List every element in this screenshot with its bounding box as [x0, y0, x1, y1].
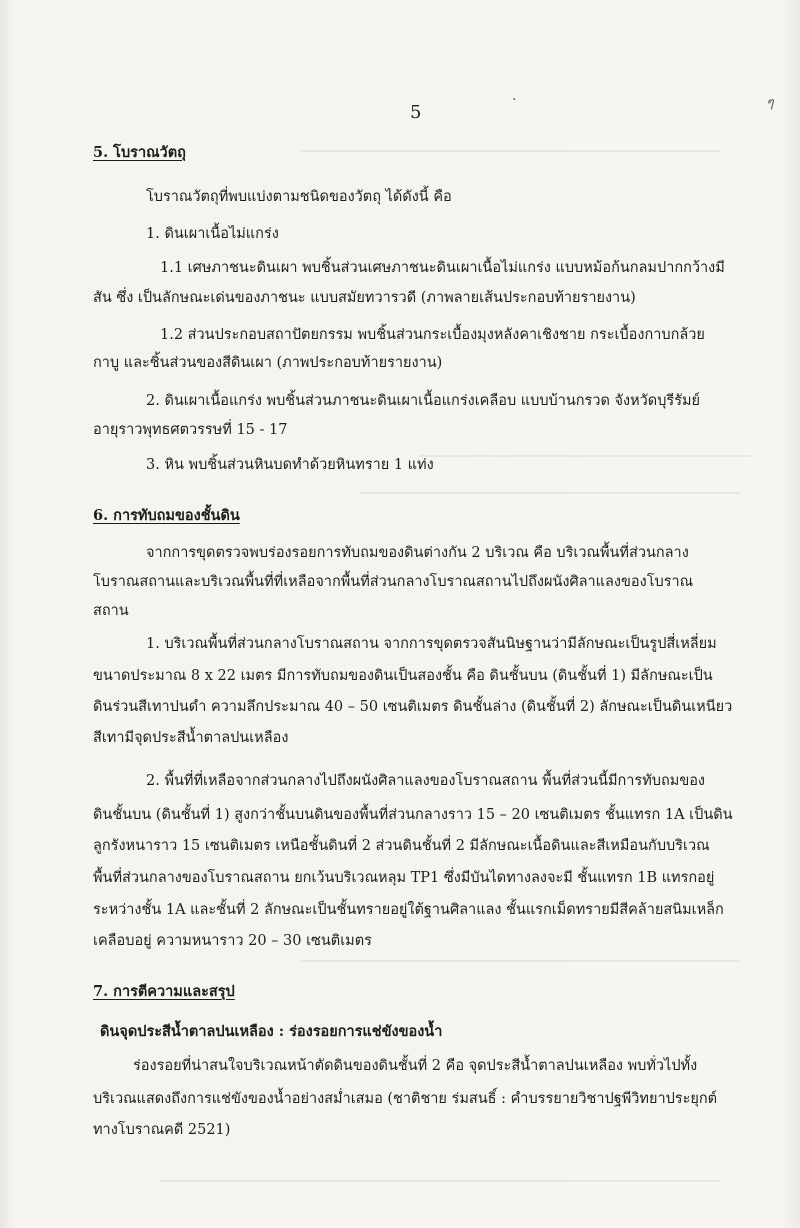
section-heading: 7. การตีความและสรุป [93, 983, 235, 1000]
bleed-through [300, 960, 740, 962]
paragraph-line: พื้นที่ส่วนกลางของโบราณสถาน ยกเว้นบริเวณหลุม TP1 ซึ่งมีบันไดทางลงจะมี ชั้นแทรก 1B แทรกอยู่ [93, 870, 715, 886]
page-number: 5 [410, 102, 422, 123]
paragraph-line: 1.2 ส่วนประกอบสถาปัตยกรรม พบชิ้นส่วนกระเบื้องมุงหลังคาเชิงชาย กระเบื้องกาบกล้วย [160, 327, 705, 343]
bleed-through [420, 455, 750, 457]
paragraph-line: สีเทามีจุดประสีน้ำตาลปนเหลือง [93, 730, 289, 746]
paragraph-line: ลูกรังหนาราว 15 เซนติเมตร เหนือชั้นดินที่ 2 ส่วนดินชั้นที่ 2 มีลักษณะเนื้อดินและสีเหมือนกับบริเวณ [93, 838, 710, 854]
paragraph-line: จากการขุดตรวจพบร่องรอยการทับถมของดินต่างกัน 2 บริเวณ คือ บริเวณพื้นที่ส่วนกลาง [146, 545, 689, 561]
paragraph-line: บริเวณแสดงถึงการแช่ขังของน้ำอย่างสม่ำเสมอ (ชาติชาย ร่มสนธิ์ : คำบรรยายวิชาปฐพีวิทยาประยุกต์ [93, 1091, 718, 1107]
paragraph-line: ดินร่วนสีเทาปนดำ ความลึกประมาณ 40 – 50 เซนติเมตร ดินชั้นล่าง (ดินชั้นที่ 2) ลักษณะเป็นดินเหนียว [93, 699, 733, 715]
subheading: ดินจุดประสีน้ำตาลปนเหลือง : ร่องรอยการแช่ขังของน้ำ [100, 1023, 443, 1040]
paragraph-line: เคลือบอยู่ ความหนาราว 20 – 30 เซนติเมตร [93, 933, 372, 949]
paragraph-line: โบราณสถานและบริเวณพื้นที่ที่เหลือจากพื้นที่ส่วนกลางโบราณสถานไปถึงผนังศิลาแลงของโบราณ [93, 574, 694, 590]
paragraph-line: ทางโบราณคดี 2521) [93, 1122, 231, 1138]
paragraph-line: โบราณวัตถุที่พบแบ่งตามชนิดของวัตถุ ได้ดังนี้ คือ [146, 189, 452, 205]
list-item: 3. หิน พบชิ้นส่วนหินบดทำด้วยหินทราย 1 แท่ง [146, 457, 434, 473]
section-heading: 5. โบราณวัตถุ [93, 144, 186, 161]
paragraph-line: 1. บริเวณพื้นที่ส่วนกลางโบราณสถาน จากการขุดตรวจสันนิษฐานว่ามีลักษณะเป็นรูปสี่เหลี่ยม [146, 636, 717, 652]
bleed-through [360, 492, 740, 494]
paragraph-line: ดินชั้นบน (ดินชั้นที่ 1) สูงกว่าชั้นบนดินของพื้นที่ส่วนกลางราว 15 – 20 เซนติเมตร ชั้นแทรก 1A เป็นดิน [93, 807, 733, 823]
section-heading: 6. การทับถมของชั้นดิน [93, 507, 240, 524]
paragraph-line: ขนาดประมาณ 8 x 22 เมตร มีการทับถมของดินเป็นสองชั้น คือ ดินชั้นบน (ดินชั้นที่ 1) มีลักษณะเป็น [93, 668, 713, 684]
paragraph-line: อายุราวพุทธศตวรรษที่ 15 - 17 [93, 422, 288, 438]
paragraph-line: 2. พื้นที่ที่เหลือจากส่วนกลางไปถึงผนังศิลาแลงของโบราณสถาน พื้นที่ส่วนนี้มีการทับถมของ [146, 773, 706, 789]
scan-speck: · [512, 92, 517, 108]
paragraph-line: ระหว่างชั้น 1A และชั้นที่ 2 ลักษณะเป็นชั้นทรายอยู่ใต้ฐานศิลาแลง ชั้นแรกเม็ดทรายมีสีคล้ายสนิมเหล็ก [93, 902, 724, 918]
bleed-through [300, 150, 720, 152]
paragraph-line: สัน ซึ่ง เป็นลักษณะเด่นของภาชนะ แบบสมัยทวารวดี (ภาพลายเส้นประกอบท้ายรายงาน) [93, 290, 636, 306]
margin-mark: ๆ [766, 95, 774, 111]
paragraph-line: ร่องรอยที่น่าสนใจบริเวณหน้าตัดดินของดินชั้นที่ 2 คือ จุดประสีน้ำตาลปนเหลือง พบทั่วไปทั้ง [133, 1058, 698, 1074]
list-item: 2. ดินเผาเนื้อแกร่ง พบชิ้นส่วนภาชนะดินเผาเนื้อแกร่งเคลือบ แบบบ้านกรวด จังหวัดบุรีรัมย์ [146, 393, 701, 409]
bleed-through [160, 1180, 720, 1182]
paragraph-line: กาบู และชิ้นส่วนของสีดินเผา (ภาพประกอบท้ายรายงาน) [93, 355, 443, 371]
paragraph-line: สถาน [93, 603, 129, 619]
paragraph-line: 1.1 เศษภาชนะดินเผา พบชิ้นส่วนเศษภาชนะดินเผาเนื้อไม่แกร่ง แบบหม้อก้นกลมปากกว้างมี [160, 260, 725, 276]
list-item: 1. ดินเผาเนื้อไม่แกร่ง [146, 226, 279, 242]
